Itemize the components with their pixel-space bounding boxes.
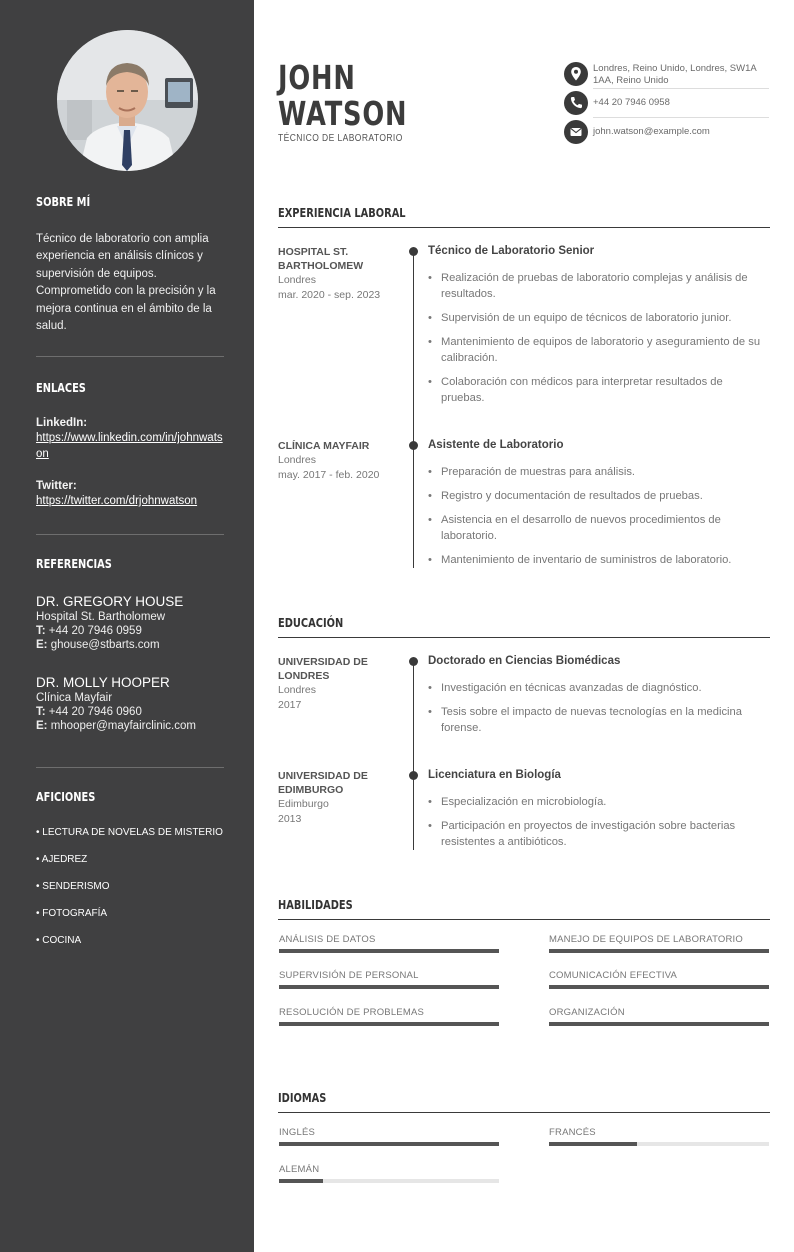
- section-heading: EDUCACIÓN: [278, 616, 344, 630]
- reference-name: DR. GREGORY HOUSE: [36, 594, 184, 609]
- phone-label: T:: [36, 625, 46, 637]
- reference-item: [36, 675, 224, 732]
- link-label: LinkedIn:: [36, 417, 88, 429]
- email-label: E:: [36, 639, 48, 651]
- skill-bar-fill: [279, 1022, 499, 1026]
- language-item: [549, 1127, 769, 1138]
- experience-title: [278, 206, 770, 220]
- skill-label: ORGANIZACIÓN: [549, 1007, 625, 1018]
- timeline-dot: [409, 657, 418, 666]
- bullet-item: • Realización de pruebas de laboratorio complejas y análisis de resultados.: [428, 270, 768, 302]
- profile-photo: [57, 30, 198, 171]
- hobby-item: • COCINA: [36, 935, 82, 946]
- bullet-item: • Mantenimiento de equipos de laboratorio y aseguramiento de su calibración.: [428, 334, 768, 366]
- degree-bullets: [428, 794, 768, 858]
- timeline-line: [413, 660, 414, 850]
- link-linkedin: [36, 417, 224, 462]
- bullet-item: • Supervisión de un equipo de técnicos de laboratorio junior.: [428, 310, 768, 326]
- education-entry-meta: [278, 655, 398, 713]
- skill-item: [279, 970, 499, 981]
- skill-bar: [549, 949, 769, 953]
- bullet-item: • Tesis sobre el impacto de nuevas tecnologías en la medicina forense.: [428, 704, 768, 736]
- education-entry-meta: [278, 769, 398, 827]
- phone-label: T:: [36, 706, 46, 718]
- about-section: [36, 195, 224, 209]
- employer-name: CLÍNICA MAYFAIR: [278, 440, 370, 452]
- email-label: E:: [36, 720, 48, 732]
- reference-item: [36, 594, 224, 651]
- linkedin-link[interactable]: https://www.linkedin.com/in/johnwatson: [36, 432, 223, 460]
- bullet-item: • Investigación en técnicas avanzadas de diagnóstico.: [428, 680, 768, 696]
- reference-org: Clínica Mayfair: [36, 692, 113, 704]
- phone-text: +44 20 7946 0958: [593, 97, 670, 108]
- name-last: WATSON: [278, 94, 408, 133]
- skill-bar: [279, 985, 499, 989]
- skill-label: COMUNICACIÓN EFECTIVA: [549, 970, 678, 981]
- contact-address: [564, 62, 769, 90]
- skill-label: ANÁLISIS DE DATOS: [279, 934, 376, 945]
- reference-org: Hospital St. Bartholomew: [36, 611, 166, 623]
- divider: [36, 534, 224, 535]
- skill-item: [279, 1007, 499, 1018]
- phone-icon: [564, 91, 588, 115]
- about-text: Técnico de laboratorio con amplia experiencia en análisis clínicos y supervisión de equipos. Comprometido con la precisión y la mejora continua en el ámbito de la salud.: [36, 233, 216, 333]
- skill-label: SUPERVISIÓN DE PERSONAL: [279, 970, 419, 981]
- skill-item: [279, 934, 499, 945]
- institution-name: UNIVERSIDAD DE EDIMBURGO: [278, 770, 368, 796]
- employer-location: Londres: [278, 454, 316, 466]
- timeline-dot: [409, 441, 418, 450]
- role-bullets: [428, 464, 768, 576]
- email-value: mhooper@mayfairclinic.com: [50, 720, 196, 732]
- language-bar-fill: [549, 1142, 637, 1146]
- employment-dates: may. 2017 - feb. 2020: [278, 469, 380, 481]
- address-text: Londres, Reino Unido, Londres, SW1A 1AA, Reino Unido: [593, 63, 757, 86]
- section-rule: [278, 1112, 770, 1113]
- language-bar: [279, 1142, 499, 1146]
- name-first: JOHN: [278, 58, 356, 97]
- timeline-dot: [409, 771, 418, 780]
- hobby-item: • FOTOGRAFÍA: [36, 908, 108, 919]
- skill-item: [549, 970, 769, 981]
- divider: [36, 767, 224, 768]
- reference-email: [36, 720, 224, 732]
- institution-location: Edimburgo: [278, 798, 329, 810]
- graduation-year: 2017: [278, 699, 302, 711]
- bullet-item: • Preparación de muestras para análisis.: [428, 464, 768, 480]
- section-rule: [278, 919, 770, 920]
- envelope-icon: [564, 120, 588, 144]
- skills-title: [278, 898, 770, 912]
- phone-value: +44 20 7946 0960: [48, 706, 142, 718]
- language-bar: [549, 1142, 769, 1146]
- link-label: Twitter:: [36, 480, 77, 492]
- links-title: ENLACES: [36, 381, 86, 395]
- contact-email: [564, 120, 769, 146]
- twitter-link[interactable]: https://twitter.com/drjohnwatson: [36, 495, 198, 507]
- bullet-item: • Especialización en microbiología.: [428, 794, 768, 810]
- email-text[interactable]: john.watson@example.com: [593, 126, 710, 137]
- divider: [593, 117, 769, 118]
- bullet-item: • Asistencia en el desarrollo de nuevos procedimientos de laboratorio.: [428, 512, 768, 544]
- references-section: [36, 557, 224, 571]
- degree-title: Doctorado en Ciencias Biomédicas: [428, 655, 621, 667]
- section-rule: [278, 637, 770, 638]
- hobby-item: • LECTURA DE NOVELAS DE MISTERIO: [36, 827, 223, 838]
- timeline-dot: [409, 247, 418, 256]
- reference-phone: [36, 706, 224, 718]
- references-title: REFERENCIAS: [36, 557, 112, 571]
- about-title: SOBRE MÍ: [36, 195, 91, 209]
- section-heading: HABILIDADES: [278, 898, 353, 912]
- job-title: TÉCNICO DE LABORATORIO: [278, 133, 403, 144]
- bullet-item: • Colaboración con médicos para interpretar resultados de pruebas.: [428, 374, 768, 406]
- section-rule: [278, 227, 770, 228]
- skill-label: MANEJO DE EQUIPOS DE LABORATORIO: [549, 934, 743, 945]
- education-title: [278, 616, 770, 630]
- skill-bar-fill: [279, 985, 499, 989]
- links-section: [36, 381, 224, 395]
- employer-location: Londres: [278, 274, 316, 286]
- skill-bar-fill: [279, 949, 499, 953]
- language-item: [279, 1127, 499, 1138]
- timeline-line: [413, 250, 414, 568]
- reference-email: [36, 639, 224, 651]
- bullet-item: • Participación en proyectos de investigación sobre bacterias resistentes a antibióticos.: [428, 818, 768, 850]
- link-twitter: [36, 480, 224, 509]
- experience-entry-meta: [278, 439, 398, 483]
- language-label: ALEMÁN: [279, 1164, 320, 1175]
- divider: [593, 88, 769, 89]
- bullet-item: • Mantenimiento de inventario de suministros de laboratorio.: [428, 552, 768, 568]
- language-label: FRANCÉS: [549, 1127, 596, 1138]
- section-heading: IDIOMAS: [278, 1091, 327, 1105]
- skill-item: [549, 1007, 769, 1018]
- role-title: Técnico de Laboratorio Senior: [428, 245, 595, 257]
- role-bullets: [428, 270, 768, 414]
- divider: [36, 356, 224, 357]
- sidebar: [0, 0, 254, 1252]
- language-bar-fill: [279, 1179, 323, 1183]
- role-title: Asistente de Laboratorio: [428, 439, 564, 451]
- reference-phone: [36, 625, 224, 637]
- institution-name: UNIVERSIDAD DE LONDRES: [278, 656, 368, 682]
- bullet-item: • Registro y documentación de resultados de pruebas.: [428, 488, 768, 504]
- employer-name: HOSPITAL ST. BARTHOLOMEW: [278, 246, 364, 272]
- hobbies-section: [36, 790, 224, 804]
- hobbies-list: [36, 827, 224, 962]
- skill-bar-fill: [549, 1022, 769, 1026]
- employment-dates: mar. 2020 - sep. 2023: [278, 289, 381, 301]
- degree-bullets: [428, 680, 768, 744]
- contact-phone: [564, 91, 769, 119]
- section-heading: EXPERIENCIA LABORAL: [278, 206, 406, 220]
- skill-label: RESOLUCIÓN DE PROBLEMAS: [279, 1007, 425, 1018]
- experience-entry-meta: [278, 245, 398, 303]
- email-value: ghouse@stbarts.com: [50, 639, 160, 651]
- phone-value: +44 20 7946 0959: [48, 625, 142, 637]
- graduation-year: 2013: [278, 813, 302, 825]
- degree-title: Licenciatura en Biología: [428, 769, 561, 781]
- hobbies-title: AFICIONES: [36, 790, 96, 804]
- skill-item: [549, 934, 769, 945]
- language-bar: [279, 1179, 499, 1183]
- skill-bar: [549, 985, 769, 989]
- languages-title: [278, 1091, 770, 1105]
- skill-bar-fill: [549, 985, 769, 989]
- location-pin-icon: [564, 62, 588, 86]
- hobby-item: • SENDERISMO: [36, 881, 110, 892]
- skill-bar: [279, 1022, 499, 1026]
- language-label: INGLÉS: [279, 1127, 316, 1138]
- language-item: [279, 1164, 499, 1175]
- hobby-item: • AJEDREZ: [36, 854, 88, 865]
- institution-location: Londres: [278, 684, 316, 696]
- skill-bar-fill: [549, 949, 769, 953]
- skill-bar: [549, 1022, 769, 1026]
- language-bar-fill: [279, 1142, 499, 1146]
- skill-bar: [279, 949, 499, 953]
- reference-name: DR. MOLLY HOOPER: [36, 675, 170, 690]
